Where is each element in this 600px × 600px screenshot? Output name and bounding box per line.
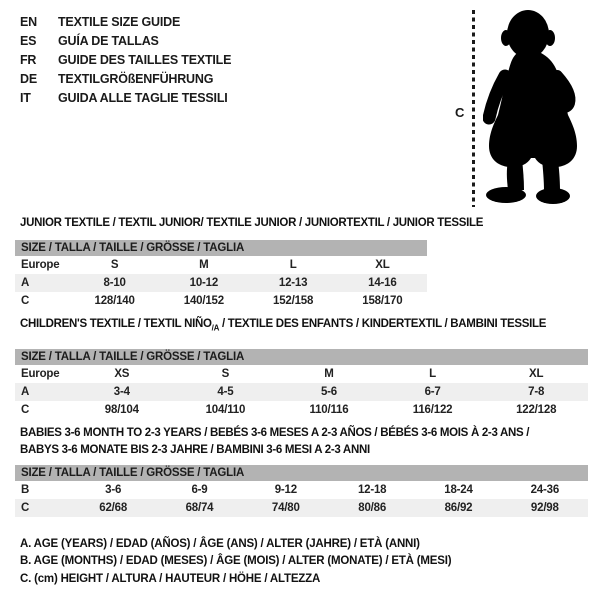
size-cell: XL: [529, 368, 544, 380]
language-code: EN: [20, 15, 37, 29]
table-row-europe: [15, 365, 588, 383]
table-row-height: [15, 499, 588, 517]
baby-silhouette-icon: [483, 4, 599, 210]
size-cell: 98/104: [104, 404, 139, 416]
children-table-title: [20, 318, 546, 332]
size-cell: 110/116: [309, 404, 349, 416]
table-row-age-months: [15, 481, 588, 499]
size-cell: 5-6: [320, 386, 337, 398]
size-cell: M: [324, 368, 334, 380]
language-code: FR: [20, 53, 37, 67]
table-row-height: [15, 292, 427, 310]
size-cell: 10-12: [189, 277, 219, 289]
table-row-europe: [15, 256, 427, 274]
row-label: Europe: [21, 259, 60, 271]
footnote-age-months: B. AGE (MONTHS) / EDAD (MESES) / ÂGE (MOIS) / ALTER (MONATE) / ETÀ (MESI): [20, 555, 452, 568]
row-label: C: [21, 404, 30, 416]
language-row-en: [20, 13, 231, 32]
babies-table-title: [20, 425, 529, 458]
row-label: A: [21, 277, 30, 289]
size-cell: 68/74: [185, 502, 214, 514]
children-size-table: [15, 349, 588, 419]
babies-size-table: [15, 465, 588, 517]
table-row-height: [15, 401, 588, 419]
language-code: IT: [20, 91, 31, 105]
size-cell: 3-4: [113, 386, 130, 398]
size-cell: 86/92: [444, 502, 473, 514]
language-text: GUIDA ALLE TAGLIE TESSILI: [58, 91, 228, 105]
footnote-age-years: A. AGE (YEARS) / EDAD (AÑOS) / ÂGE (ANS) / ALTER (JAHRE) / ETÀ (ANNI): [20, 538, 420, 550]
size-cell: 122/128: [516, 404, 557, 416]
language-row-es: [20, 32, 231, 51]
row-label: C: [21, 502, 30, 514]
language-code: ES: [20, 34, 37, 48]
footnote-height: C. (cm) HEIGHT / ALTURA / HAUTEUR / HÖHE / ALTEZZA: [20, 572, 321, 585]
size-cell: 152/158: [273, 295, 314, 307]
language-text: TEXTILE SIZE GUIDE: [58, 15, 181, 29]
row-label: C: [21, 295, 30, 307]
size-cell: 80/86: [358, 502, 387, 514]
size-cell: 6-7: [424, 386, 441, 398]
size-cell: S: [221, 368, 230, 380]
size-cell: 4-5: [217, 386, 234, 398]
size-cell: 116/122: [412, 404, 453, 416]
height-label-c: C: [455, 105, 465, 120]
language-text: TEXTILGRÖßENFÜHRUNG: [58, 72, 214, 86]
language-text: GUIDE DES TAILLES TEXTILE: [58, 53, 232, 67]
junior-size-table: [15, 240, 427, 310]
size-header-bar: SIZE / TALLA / TAILLE / GRÖSSE / TAGLIA: [15, 240, 427, 256]
size-cell: M: [199, 259, 209, 271]
language-row-de: [20, 70, 231, 89]
size-cell: 6-9: [191, 484, 208, 496]
language-row-it: [20, 89, 231, 108]
size-cell: 14-16: [368, 277, 397, 289]
size-cell: 8-10: [103, 277, 126, 289]
babies-title-line1: BABIES 3-6 MONTH TO 2-3 YEARS / BEBÉS 3-6 MESES A 2-3 AÑOS / BÉBÉS 3-6 MOIS À 2-3 ANS /: [20, 427, 530, 439]
children-title-sub: /A: [211, 323, 220, 333]
footnotes: [20, 536, 451, 588]
children-title-rest: / TEXTILE DES ENFANTS / KINDERTEXTIL / BAMBINI TESSILE: [219, 318, 547, 330]
size-cell: 3-6: [105, 484, 122, 496]
size-cell: L: [289, 259, 297, 271]
size-cell: L: [429, 368, 436, 380]
children-title-main: CHILDREN'S TEXTILE / TEXTIL NIÑO: [20, 318, 212, 330]
size-cell: 18-24: [444, 484, 473, 496]
size-cell: XS: [114, 368, 130, 380]
size-header-bar: SIZE / TALLA / TAILLE / GRÖSSE / TAGLIA: [15, 465, 588, 481]
size-cell: 62/68: [99, 502, 128, 514]
row-label: Europe: [21, 368, 60, 380]
size-cell: S: [110, 259, 119, 271]
size-cell: 128/140: [94, 295, 135, 307]
language-header: [20, 13, 231, 108]
size-cell: 7-8: [528, 386, 545, 398]
size-header-bar: SIZE / TALLA / TAILLE / GRÖSSE / TAGLIA: [15, 349, 588, 365]
size-cell: 12-13: [278, 277, 308, 289]
language-row-fr: [20, 51, 231, 70]
row-label: B: [21, 484, 30, 496]
language-text: GUÍA DE TALLAS: [58, 34, 159, 48]
size-cell: 92/98: [530, 502, 559, 514]
row-label: A: [21, 386, 30, 398]
size-cell: 104/110: [205, 404, 246, 416]
table-row-age: [15, 274, 427, 292]
size-cell: 24-36: [530, 484, 560, 496]
table-row-age: [15, 383, 588, 401]
size-cell: 12-18: [357, 484, 387, 496]
height-measure-line: [472, 10, 475, 207]
junior-table-title: JUNIOR TEXTILE / TEXTIL JUNIOR/ TEXTILE JUNIOR / JUNIORTEXTIL / JUNIOR TESSILE: [20, 217, 484, 229]
babies-title-line2: BABYS 3-6 MONATE BIS 2-3 JAHRE / BAMBINI 3-6 MESI A 2-3 ANNI: [20, 443, 370, 456]
size-cell: XL: [375, 259, 390, 271]
size-cell: 140/152: [183, 295, 224, 307]
size-cell: 74/80: [271, 502, 300, 514]
size-cell: 158/170: [362, 295, 403, 307]
size-cell: 9-12: [274, 484, 297, 496]
language-code: DE: [20, 72, 37, 86]
